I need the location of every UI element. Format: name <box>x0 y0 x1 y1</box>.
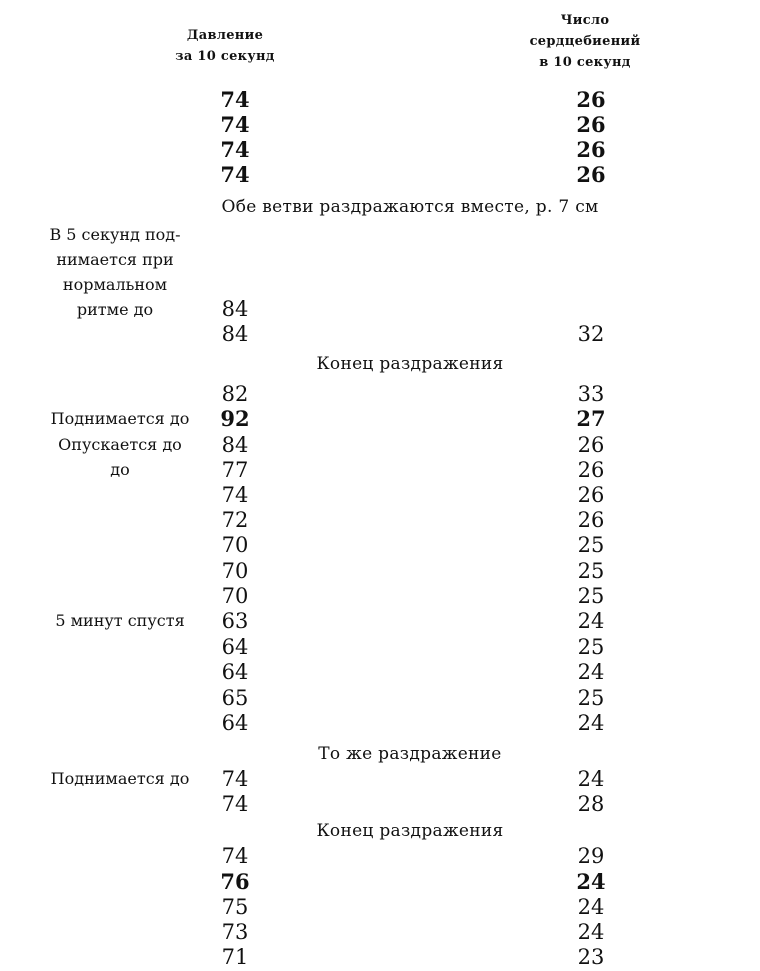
table-row <box>0 869 760 895</box>
table-row <box>0 791 760 817</box>
table-row <box>0 457 760 483</box>
section-title: Обе ветви раздражаются вместе, р. 7 см <box>221 197 599 217</box>
beats-value: 24 <box>577 920 605 944</box>
beats-value: 24 <box>577 767 605 791</box>
beats-value: 26 <box>577 433 605 457</box>
table-row <box>0 406 760 432</box>
beats-value: 24 <box>577 711 605 735</box>
table-row <box>0 558 760 584</box>
beats-value: 28 <box>577 792 605 816</box>
table-row <box>0 87 760 113</box>
beats-value: 25 <box>577 686 605 710</box>
pressure-value: 74 <box>220 137 250 162</box>
beats-value: 24 <box>577 609 605 633</box>
beats-value: 26 <box>577 508 605 532</box>
row-note: до <box>110 460 130 479</box>
beats-value: 25 <box>577 533 605 557</box>
section-heading <box>0 351 760 377</box>
beats-value: 33 <box>577 382 605 406</box>
table-row <box>0 432 760 458</box>
beats-value: 26 <box>577 458 605 482</box>
pressure-value: 71 <box>221 945 249 969</box>
section-title: Конец раздражения <box>316 821 504 841</box>
beats-value: 24 <box>576 869 606 894</box>
table-row <box>0 583 760 609</box>
beats-value: 24 <box>577 660 605 684</box>
beats-value: 23 <box>577 945 605 969</box>
rise-note: В 5 секунд под- нимается при нормальном ритме до <box>49 225 181 319</box>
pressure-value: 92 <box>220 406 250 431</box>
heartbeat-column-header: Число сердцебиений в 10 секунд <box>529 13 641 70</box>
pressure-value: 84 <box>221 297 249 321</box>
beats-value: 26 <box>576 87 606 112</box>
beats-value: 32 <box>577 322 605 346</box>
table-row <box>0 137 760 163</box>
table-row <box>0 944 760 970</box>
pressure-value: 74 <box>221 767 249 791</box>
table-row <box>0 634 760 660</box>
row-note: 5 минут спустя <box>55 611 185 630</box>
table-row <box>0 919 760 945</box>
table-row <box>0 766 760 792</box>
pressure-value: 72 <box>221 508 249 532</box>
table-row <box>0 162 760 188</box>
beats-value: 25 <box>577 584 605 608</box>
pressure-value: 64 <box>221 660 249 684</box>
pressure-value: 65 <box>221 686 249 710</box>
pressure-value: 74 <box>220 162 250 187</box>
table-row <box>0 321 760 347</box>
pressure-value: 74 <box>221 844 249 868</box>
beats-value: 26 <box>577 483 605 507</box>
row-note: Поднимается до <box>50 769 190 788</box>
table-row <box>0 843 760 869</box>
pressure-value: 70 <box>221 533 249 557</box>
beats-value: 27 <box>576 406 606 431</box>
pressure-value: 63 <box>221 609 249 633</box>
table-row <box>0 710 760 736</box>
pressure-value: 74 <box>220 112 250 137</box>
beats-value: 26 <box>576 112 606 137</box>
pressure-value: 74 <box>221 792 249 816</box>
pressure-value: 76 <box>220 869 250 894</box>
table-row <box>0 685 760 711</box>
section-heading <box>0 741 760 767</box>
table-row <box>0 112 760 138</box>
pressure-value: 75 <box>221 895 249 919</box>
table-row <box>0 507 760 533</box>
beats-value: 25 <box>577 635 605 659</box>
table-row <box>0 532 760 558</box>
pressure-value: 84 <box>221 322 249 346</box>
section-heading <box>0 818 760 844</box>
beats-value: 25 <box>577 559 605 583</box>
table-row <box>0 659 760 685</box>
row-note: Поднимается до <box>50 409 190 428</box>
pressure-value: 70 <box>221 559 249 583</box>
beats-value: 26 <box>576 162 606 187</box>
table-row <box>0 894 760 920</box>
pressure-value: 82 <box>221 382 249 406</box>
section-title: То же раздражение <box>318 744 502 764</box>
pressure-value: 64 <box>221 635 249 659</box>
section-title: Конец раздражения <box>316 354 504 374</box>
table-row <box>0 296 760 322</box>
pressure-value: 74 <box>221 483 249 507</box>
pressure-column-header: Давление за 10 секунд <box>175 28 275 64</box>
beats-value: 29 <box>577 844 605 868</box>
beats-value: 24 <box>577 895 605 919</box>
table-row <box>0 608 760 634</box>
table-row <box>0 482 760 508</box>
pressure-value: 70 <box>221 584 249 608</box>
beats-value: 26 <box>576 137 606 162</box>
pressure-value: 84 <box>221 433 249 457</box>
section-heading <box>0 194 760 220</box>
table-row <box>0 381 760 407</box>
pressure-value: 73 <box>221 920 249 944</box>
pressure-value: 64 <box>221 711 249 735</box>
pressure-value: 74 <box>220 87 250 112</box>
row-note: Опускается до <box>58 435 182 454</box>
pressure-value: 77 <box>221 458 249 482</box>
